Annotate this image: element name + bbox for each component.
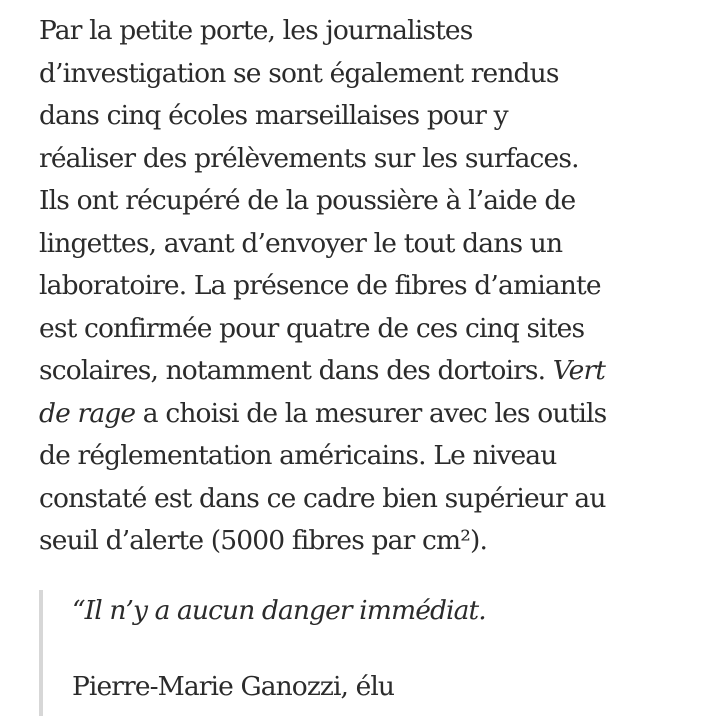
paragraph-line: lingettes, avant d’envoyer le tout dans un xyxy=(39,227,563,259)
paragraph-line: Ils ont récupéré de la poussière à l’aide de xyxy=(39,185,576,216)
blockquote xyxy=(72,590,702,708)
paragraph-line: constaté est dans ce cadre bien supérieur au xyxy=(39,482,606,514)
paragraph-line: dans cinq écoles marseillaises pour y xyxy=(39,100,508,131)
paragraph-line: Par la petite porte, les journalistes xyxy=(39,15,473,46)
paragraph-text: a choisi de la mesurer avec les outils xyxy=(135,397,607,429)
blockquote-bar xyxy=(39,590,43,716)
paragraph-line: d’investigation se sont également rendus xyxy=(39,57,559,89)
quote-author: Pierre-Marie Ganozzi, élu xyxy=(72,671,395,702)
paragraph-line: laboratoire. La présence de fibres d’amiante xyxy=(39,270,601,301)
paragraph-line xyxy=(39,350,709,393)
publication-title-emphasis: de rage xyxy=(39,397,136,429)
paragraph-line: de réglementation américains. Le niveau xyxy=(39,440,557,471)
paragraph-text: scolaires, notamment dans des dortoirs. xyxy=(39,355,553,386)
article-body xyxy=(39,10,709,563)
publication-title-emphasis: Vert xyxy=(552,355,606,386)
paragraph-line xyxy=(39,393,709,436)
paragraph-line: réaliser des prélèvements sur les surfaces. xyxy=(39,142,579,174)
paragraph-line: seuil d’alerte (5000 fibres par cm²). xyxy=(39,525,488,556)
paragraph-line: est confirmée pour quatre de ces cinq sites xyxy=(39,312,585,344)
article-paragraph xyxy=(39,10,709,563)
quote-text: “Il n’y a aucun danger immédiat. xyxy=(72,595,486,626)
